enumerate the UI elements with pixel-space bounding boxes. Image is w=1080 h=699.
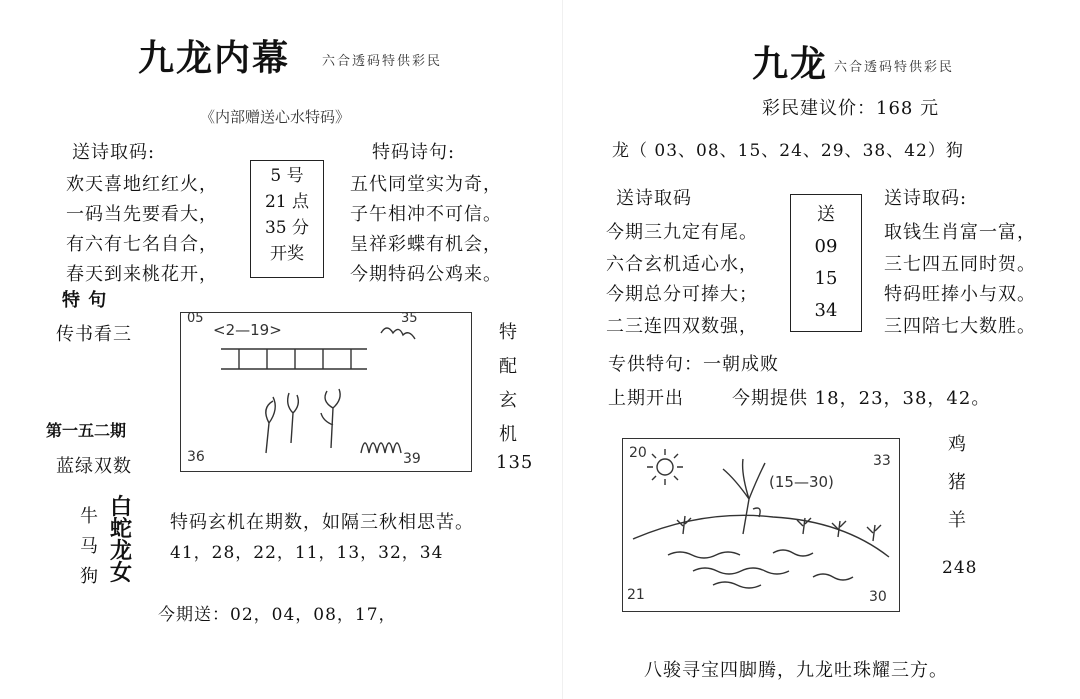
price: 彩民建议价：168 元 (762, 98, 940, 119)
box-line: 送 (817, 204, 835, 225)
right-send-box (790, 194, 862, 332)
issue-number: 第一五二期 (46, 421, 127, 440)
left-time-box (250, 160, 324, 278)
right-poem-right-line: 三四陪七大数胜。 (884, 316, 1036, 337)
sketch-bottom-right: 30 (869, 589, 887, 605)
special-phrase: 传书看三 (56, 324, 132, 345)
sketch-bottom-right: 39 (403, 451, 421, 467)
zodiac-char: 猪 (948, 472, 966, 493)
zodiac-small (80, 502, 98, 592)
left-subtitle: 六合透码特供彩民 (322, 54, 443, 69)
right-poem-right-label: 送诗取码: (884, 188, 968, 209)
vertical-char: 机 (499, 424, 517, 445)
footer-line: 八骏寻宝四脚腾，九龙吐珠耀三方。 (644, 660, 948, 681)
zodiac-char: 马 (80, 536, 98, 557)
zodiac-char: 牛 (80, 506, 98, 527)
right-poem-left-line: 今期三九定有尾。 (606, 222, 758, 243)
right-poem-left-line: 今期总分可捧大； (606, 284, 758, 305)
left-poem-label: 送诗取码: (72, 142, 156, 163)
box-line: 15 (814, 268, 838, 289)
box-line: 34 (814, 300, 838, 321)
right-poem-left-label: 送诗取码 (616, 188, 692, 209)
right-poem-right-line: 三七四五同时贺。 (884, 254, 1036, 275)
zodiac-char: 狗 (80, 566, 98, 587)
special-poem-label: 特码诗句: (372, 142, 456, 163)
box-line: 开奖 (270, 244, 304, 264)
left-poem-line: 一码当先要看大， (66, 204, 218, 225)
left-title: 九龙内幕 (138, 37, 291, 79)
right-poem-right-line: 特码旺捧小与双。 (884, 284, 1036, 305)
zodiac-char: 女 (110, 560, 133, 586)
box-line: 21 点 (264, 192, 310, 212)
zodiac-char: 龙 (110, 538, 133, 564)
special-poem-line: 呈祥彩蝶有机会， (350, 234, 502, 255)
right-poem-left-line: 六合玄机适心水， (606, 254, 758, 275)
right-special-phrase: 专供特句：一朝成败 (608, 354, 779, 375)
sketch-top-left: 20 (629, 445, 647, 461)
vertical-label (496, 316, 520, 452)
special-phrase-label: 特 句 (62, 290, 108, 311)
right-poem-left-line: 二三连四双数强， (606, 316, 758, 337)
right-sketch-box (622, 438, 900, 612)
sketch-top-right: 35 (401, 312, 418, 326)
page-gutter (562, 0, 563, 699)
sketch-bottom-left: 36 (187, 449, 205, 465)
sketch-range: <2—19> (213, 321, 282, 339)
sun-tree-water-sketch (623, 439, 899, 611)
left-banner: 《内部赠送心水特码》 (200, 108, 351, 126)
left-poem-line: 春天到来桃花开， (66, 264, 218, 285)
left-sketch-box (180, 312, 472, 472)
vertical-char: 玄 (499, 390, 517, 411)
zodiac-char: 鸡 (948, 434, 966, 455)
box-line: 35 分 (264, 218, 310, 238)
today-send: 今期送：02，04，08，17， (158, 605, 397, 625)
right-poem-right-line: 取钱生肖富一富， (884, 222, 1036, 243)
zodiac-number: 248 (942, 558, 978, 578)
sketch-bottom-left: 21 (627, 587, 645, 603)
today-provide: 今期提供 18，23，38，42。 (732, 388, 991, 409)
vertical-char: 特 (499, 322, 517, 343)
sketch-top-right: 33 (873, 453, 891, 469)
special-poem-line: 五代同堂实为奇， (350, 174, 502, 195)
mystery-line: 特码玄机在期数，如隔三秋相思苦。 (170, 512, 474, 533)
zodiac-big (110, 496, 132, 584)
number-line: 41，28，22，11，13，32，34 (170, 543, 444, 563)
zodiac-char: 蛇 (110, 516, 133, 542)
color-hint: 蓝绿双数 (56, 456, 132, 477)
zodiac-char: 羊 (948, 510, 966, 531)
special-poem-line: 子午相冲不可信。 (350, 204, 502, 225)
box-line: 09 (814, 236, 838, 257)
last-issue: 上期开出 (608, 388, 684, 409)
right-title: 九龙 (752, 43, 829, 85)
zodiac-column (944, 426, 970, 540)
vertical-number: 135 (496, 452, 534, 473)
vertical-char: 配 (499, 356, 517, 377)
left-poem-line: 有六有七名自合， (66, 234, 218, 255)
special-poem-line: 今期特码公鸡来。 (350, 264, 502, 285)
right-subtitle: 六合透码特供彩民 (834, 60, 955, 75)
zodiac-char: 白 (110, 494, 133, 520)
sketch-top-left: 05 (187, 312, 204, 326)
sketch-range: (15—30) (769, 473, 834, 491)
left-poem-line: 欢天喜地红红火， (66, 174, 218, 195)
dragon-line: 龙（ 03、08、15、24、29、38、42）狗 (612, 141, 964, 161)
box-line: 5 号 (270, 166, 304, 186)
